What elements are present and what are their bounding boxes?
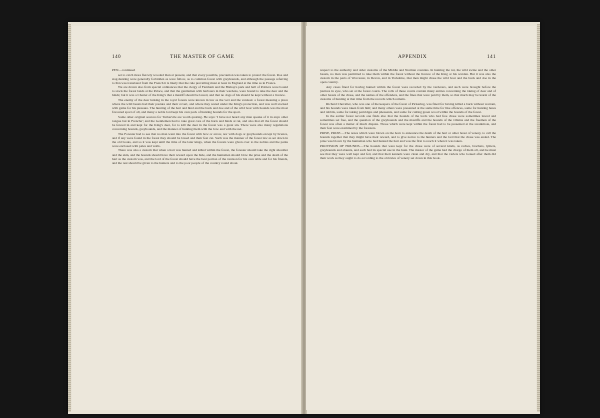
right-paragraph: In the earlier forest records one finds also that the hounds of the lords who had free chase were sometimes lawed and sometimes set free, and the question of the greyhounds and the mastiffs and the hounds of the villeins and the freemen of the forest was often a matter of much dispute. Those which were kept within the forest had to be presented at the swanimote, and their feet were examined by the foresters. bbox=[320, 114, 496, 131]
left-paragraph: set to catch more fiercely wooded than at present, and that every possible, precaution was taken to protect the forest. Roe and stag-hunting were generally forbidden as were fallow, as to common forest with greyhounds, and although the passage referring to Pen was translated from the French it is likely that the rule prevailing must at least in England at the time as in France. bbox=[112, 72, 288, 85]
left-text-column bbox=[112, 68, 288, 392]
right-paragraph: respect to the authority and older customs of the Middle and Norman counties. In hunting the rut, the wild swine and the other beasts, no man was permitted to take them within the forest without the licence of the King or his warden. But it was also the custom in the parts of Worcester, in Devon, and in Yorkshire, that men might chase the wild boar and the buck and doe in the open country. bbox=[320, 68, 496, 85]
right-running-head bbox=[320, 54, 496, 62]
right-paragraph: Any cases fined for having hunted within the forest were recorded by the verderers, and such were brought before the justices in eyre, who sat at the forest courts. The rolls of these courts contain many entries concerning the taking of deer and of other beasts of the chase, and the names of the offenders, and the fines that were paid by them, so that much may be learnt of the customs of hunting at that time from the records which remain. bbox=[320, 84, 496, 101]
right-paragraph: PROVISION OF HOUNDS.—The hounds that were kept for the chase were of several kinds, as raches, brachets, lymers, greyhounds and alaunts, and each had its special use in the hunt. The master of the game had the charge of them all, and he must see that they were well kept and fed, and that their kennels were clean and dry, and that the varlets who looked after them did their work as they ought to do according to the old rules of venery set down in this book. bbox=[320, 143, 496, 160]
left-page-edges bbox=[68, 24, 71, 412]
right-page-number: 141 bbox=[487, 54, 496, 60]
right-paragraph: Richard Chevalier, who was one of the keepers of the forest of Pickering, was fined for having killed a buck without warrant, and his hounds were taken from him; and many others were presented at the same time for like offences, some for hunting hares and rabbits, some for taking partridges and pheasants, and some for cutting green wood within the bounds of the forest. bbox=[320, 101, 496, 114]
left-paragraph: We are drawn also from special ordinances that the clergy of Farnham and the Bishop's park and hall of Poitiers were bound to stock the forest lands at the Palace, and that the gentlemen with harbours in their wardens, were bound to take the deer and the hinds; but it was a Charter of the King's that a mastiff should be lawed, and that no dogs of his should be kept without a licence. bbox=[112, 85, 288, 98]
right-running-title: APPENDIX bbox=[398, 54, 427, 60]
right-text-column bbox=[320, 68, 496, 392]
left-paragraph: PEN—continued bbox=[112, 68, 136, 72]
left-page bbox=[72, 26, 302, 410]
left-paragraph: The enemy of the deer lurking in the royal forests were known in law as the vert and the venison: a forest meaning a place where the wild beasts had their pasture and their covert, and where they rested under the King's protection, and was well stocked with game for his pleasure. The hunting of the hart and hind and the buck and doe and of the wild boar with hounds was the most favoured sport of all, and many a noble lord kept his own pack of hunting hounds for the sport. bbox=[112, 98, 288, 115]
left-running-title: THE MASTER OF GAME bbox=[170, 54, 235, 60]
right-page-edges bbox=[537, 24, 540, 412]
left-paragraph: Some other original sources for Turbervile are worth quoting. He says: 'I have not heard any man speake of it in anye other tongue but in Frenche'; and the Gentlemen had to take great care of the harts and hinds at rut, and also that all the forest should be fenced in and kept for the King's deer, for to kill the deer in the forest was a great sin. There were also many regulations concerning hounds, greyhounds, and the manner of hunting them with the bow and with the net. bbox=[112, 114, 288, 132]
left-page-number: 140 bbox=[112, 54, 121, 60]
left-paragraph: The Forester had to see that no man went into the forest with bow or arrow, nor with dogs or greyhounds except by licence, and if any were found in the forest they should be lawed and their feet cut. Such was the manner of the forest law as set down in the old books, and so it was kept until the time of the later kings, when the forests were given over to the nobles and the parks were enclosed with pales and walls. bbox=[112, 131, 288, 148]
left-running-head bbox=[112, 54, 288, 62]
right-page bbox=[306, 26, 536, 410]
open-book bbox=[68, 22, 540, 414]
right-paragraph: PRISE, PRIZE.—The notes which were blown on the horn to announce the death of the hart or other beast of venery, to call the hounds together that they might have their reward, and to give notice to the hunters and the lord that the chase was ended. The prise was blown by the huntsman who had hunted the hart and was the first to reach it when it was taken. bbox=[320, 131, 496, 144]
left-paragraph: There was also a custom that when a hart was hunted and killed within the forest, the forester should take the right shoulder and the skin, and the hounds should have their reward upon the hide, and the huntsmen should blow the prise and the death of the hart as the custom was, and the lord of the forest should have the best portion of the venison for his own table and for his friends, and the rest should be given to the hunters and to the poor people of the country round about. bbox=[112, 148, 288, 165]
